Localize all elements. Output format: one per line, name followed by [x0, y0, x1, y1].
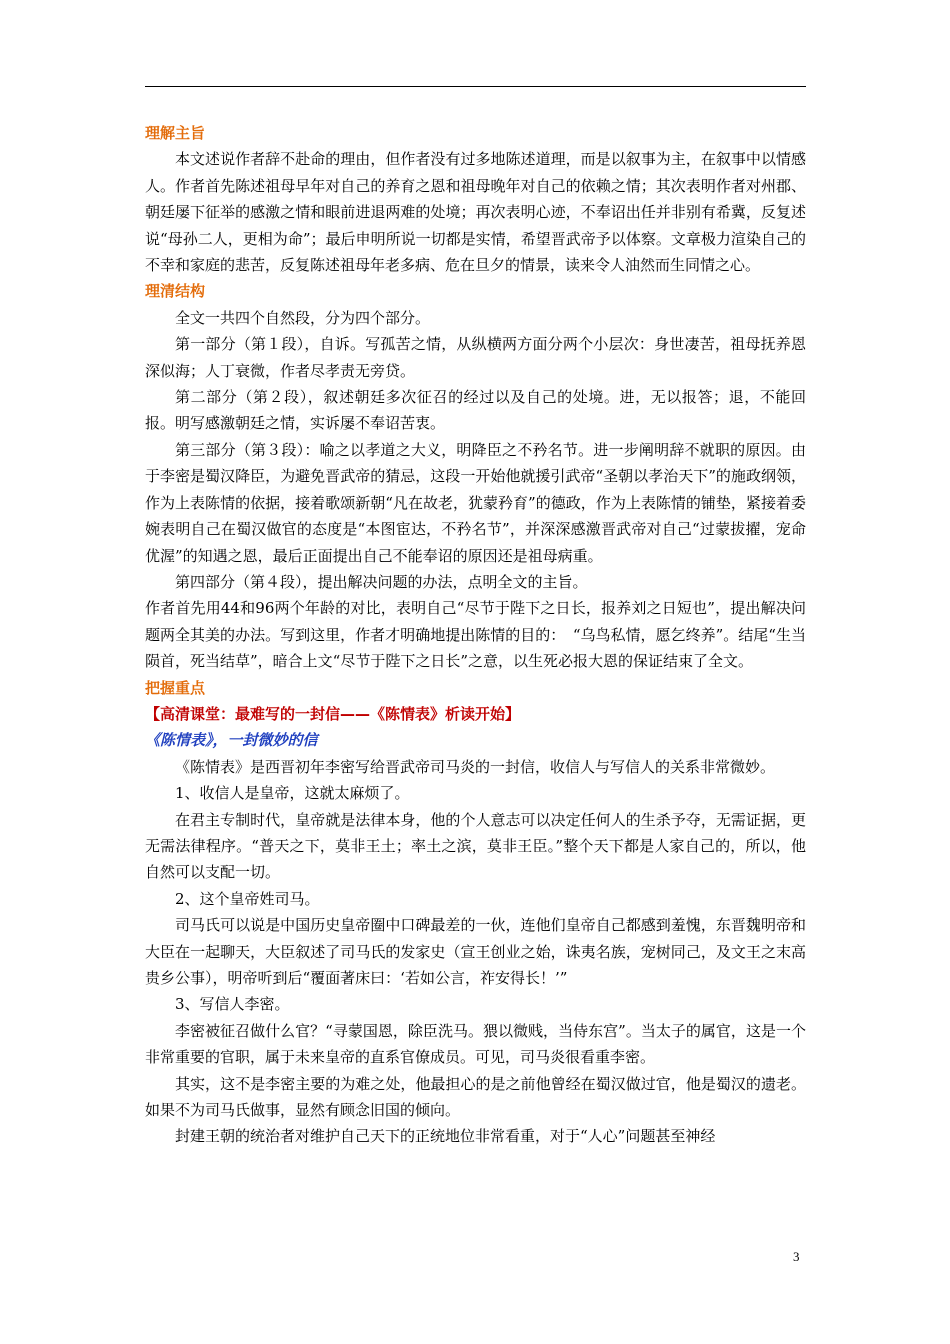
paragraph-point-2-detail: 司马氏可以说是中国历史皇帝圈中口碑最差的一伙，连他们皇帝自己都感到羞愧，东晋魏明帝和大臣在一起聊天，大臣叙述了司马氏的发家史（宣王创业之始，诛夷名族，宠树同己，及文王之末高贵乡公事），明帝听到后“覆面著床曰：‘若如公言，祚安得长！’” [145, 916, 806, 987]
lecture-banner: 【高清课堂：最难写的一封信——《陈情表》析读开始】 [145, 704, 521, 723]
section-heading-key-points: 把握重点 [145, 678, 206, 697]
page-content [145, 120, 806, 1150]
article-subtitle: 《陈情表》，一封微妙的信 [145, 731, 318, 750]
paragraph-letter-intro: 《陈情表》是西晋初年李密写给晋武帝司马炎的一封信，收信人与写信人的关系非常微妙。 [175, 757, 776, 776]
header-rule [145, 86, 806, 87]
section-heading-theme: 理解主旨 [145, 124, 206, 142]
paragraph-part3: 第三部分（第３段）：喻之以孝道之大义，明降臣之不矜名节。进一步阐明辞不就职的原因。由于李密是蜀汉降臣，为避免晋武帝的猜忌，这段一开始他就援引武帝“圣朝以孝治天下”的施政纲领，作为上表陈情的依据，接着歌颂新朝“凡在故老，犹蒙矜育”的德政，作为上表陈情的铺垫，紧接着委婉表明自己在蜀汉做官的态度是“本图宦达，不矜名节”，并深深感激晋武帝对自己“过蒙拔擢，宠命优渥”的知遇之恩，最后正面提出自己不能奉诏的原因还是祖母病重。 [145, 440, 806, 565]
page-number: 3 [793, 1249, 800, 1264]
paragraph-rulers: 封建王朝的统治者对维护自己天下的正统地位非常看重，对于“人心”问题甚至神经 [175, 1127, 716, 1146]
paragraph-point-3-detail: 李密被征召做什么官？“寻蒙国恩，除臣洗马。猥以微贱，当侍东宫”。当太子的属官，这是一个非常重要的官职，属于未来皇帝的直系官僚成员。可见，司马炎很看重李密。 [145, 1021, 806, 1067]
section-heading-structure: 理清结构 [145, 282, 206, 301]
paragraph-concern: 其实，这不是李密主要的为难之处，他最担心的是之前他曾经在蜀汉做过官，他是蜀汉的遗老。如果不为司马氏做事，显然有顾念旧国的倾向。 [145, 1074, 806, 1120]
paragraph-point-1: 1、收信人是皇帝，这就太麻烦了。 [175, 784, 410, 803]
paragraph-point-1-detail: 在君主专制时代，皇帝就是法律本身，他的个人意志可以决定任何人的生杀予夺，无需证据，更无需法律程序。“普天之下，莫非王土；率土之滨，莫非王臣。”整个天下都是人家自己的，所以，他自然可以支配一切。 [145, 810, 806, 882]
paragraph-part4-detail: 作者首先用44和96两个年龄的对比，表明自己“尽节于陛下之日长，报养刘之日短也”，提出解决问题两全其美的办法。写到这里，作者才明确地提出陈情的目的： “乌鸟私情，愿乞终养”。结尾“生当陨首，死当结草”，暗合上文“尽节于陛下之日长”之意，以生死必报大恩的保证结束了全文。 [145, 599, 806, 671]
paragraph-part1: 第一部分（第１段），自诉。写孤苦之情，从纵横两方面分两个小层次：身世凄苦，祖母抚养恩深似海；人丁衰微，作者尽孝责无旁贷。 [145, 335, 806, 380]
paragraph-part2: 第二部分（第２段），叙述朝廷多次征召的经过以及自己的处境。进，无以报答；退，不能回报。明写感激朝廷之情，实诉屡不奉诏苦衷。 [145, 388, 806, 433]
paragraph-structure-intro: 全文一共四个自然段，分为四个部分。 [175, 308, 431, 327]
paragraph-theme: 本文述说作者辞不赴命的理由，但作者没有过多地陈述道理，而是以叙事为主，在叙事中以情感人。作者首先陈述祖母早年对自己的养育之恩和祖母晚年对自己的依赖之情；其次表明作者对州郡、朝廷屡下征举的感激之情和眼前进退两难的处境；再次表明心迹，不奉诏出任并非别有希冀，反复述说“母孙二人，更相为命”；最后申明所说一切都是实情，希望晋武帝予以体察。文章极力渲染自己的不幸和家庭的悲苦，反复陈述祖母年老多病、危在旦夕的情景，读来令人油然而生同情之心。 [145, 150, 806, 275]
paragraph-point-3: 3、写信人李密。 [175, 995, 290, 1014]
paragraph-point-2: 2、这个皇帝姓司马。 [175, 889, 320, 908]
paragraph-part4: 第四部分（第４段），提出解决问题的办法，点明全文的主旨。 [175, 572, 588, 591]
